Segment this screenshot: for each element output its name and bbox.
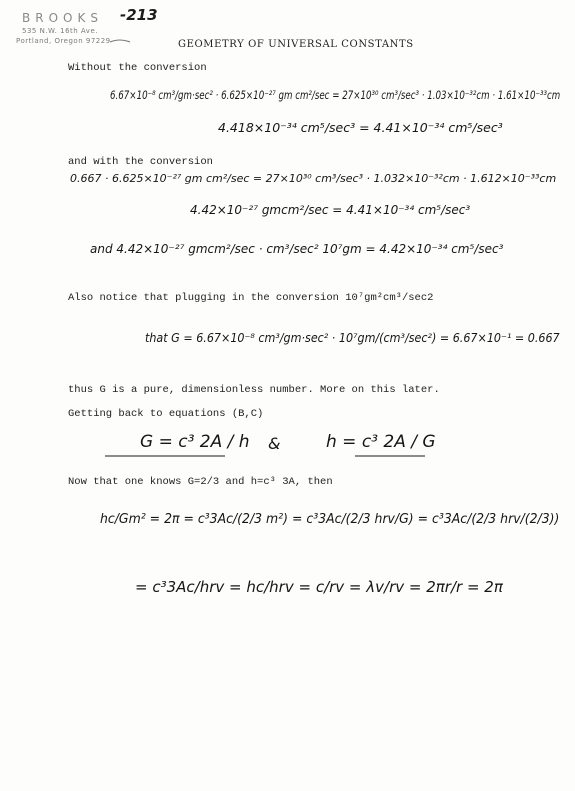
typed-plugging: Also notice that plugging in the conversion 10⁷gm²cm³/sec2 [68, 292, 434, 304]
hand-ampersand: & [268, 434, 281, 453]
hand-without-line2: 4.418×10⁻³⁴ cm⁵/sec³ = 4.41×10⁻³⁴ cm⁵/sec³ [218, 120, 503, 135]
typed-getting-back: Getting back to equations (B,C) [68, 408, 264, 420]
hand-with-line1: 0.667 · 6.625×10⁻²⁷ gm cm²/sec = 27×10³⁰ cm³/sec³ · 1.032×10⁻³²cm · 1.612×10⁻³³cm [70, 172, 557, 185]
hand-g-equation: that G = 6.67×10⁻⁸ cm³/gm·sec² · 10⁷gm/(cm³/sec²) = 6.67×10⁻¹ = 0.667 [145, 331, 560, 345]
letterhead-city: Portland, Oregon 97229 [16, 37, 111, 45]
typed-without-conversion: Without the conversion [68, 62, 207, 74]
hand-with-line3: and 4.42×10⁻²⁷ gmcm²/sec · cm³/sec² 10⁷gm = 4.42×10⁻³⁴ cm⁵/sec³ [90, 242, 504, 256]
hand-without-line1: 6.67×10⁻⁸ cm³/gm·sec² · 6.625×10⁻²⁷ gm cm²/sec = 27×10³⁰ cm³/sec³ · 1.03×10⁻³²cm · 1.61×10⁻³³cm [110, 88, 561, 102]
hand-equation-b: G = c³ 2A / h [140, 432, 250, 452]
hand-with-line2: 4.42×10⁻²⁷ gmcm²/sec = 4.41×10⁻³⁴ cm⁵/sec³ [190, 203, 471, 217]
hand-derivation-line1: hc/Gm² = 2π = c³3Ac/(2/3 m²) = c³3Ac/(2/3 hrv/G) = c³3Ac/(2/3 hrv/(2/3)) [100, 512, 560, 527]
typed-now-one-knows: Now that one knows G=2/3 and h=c³ 3A, then [68, 476, 333, 488]
page-title: GEOMETRY OF UNIVERSAL CONSTANTS [178, 39, 414, 50]
stamp-squiggle [110, 40, 130, 42]
typed-with-conversion: and with the conversion [68, 156, 213, 168]
hand-equation-c: h = c³ 2A / G [326, 432, 436, 452]
hand-derivation-line2: = c³3Ac/hrv = hc/hrv = c/rv = λv/rv = 2πr/r = 2π [135, 578, 503, 596]
letterhead-name: BROOKS [22, 11, 103, 25]
typed-thus: thus G is a pure, dimensionless number. More on this later. [68, 384, 440, 396]
sheet-number: -213 [120, 6, 158, 24]
letterhead-address: 535 N.W. 16th Ave. [22, 27, 98, 35]
